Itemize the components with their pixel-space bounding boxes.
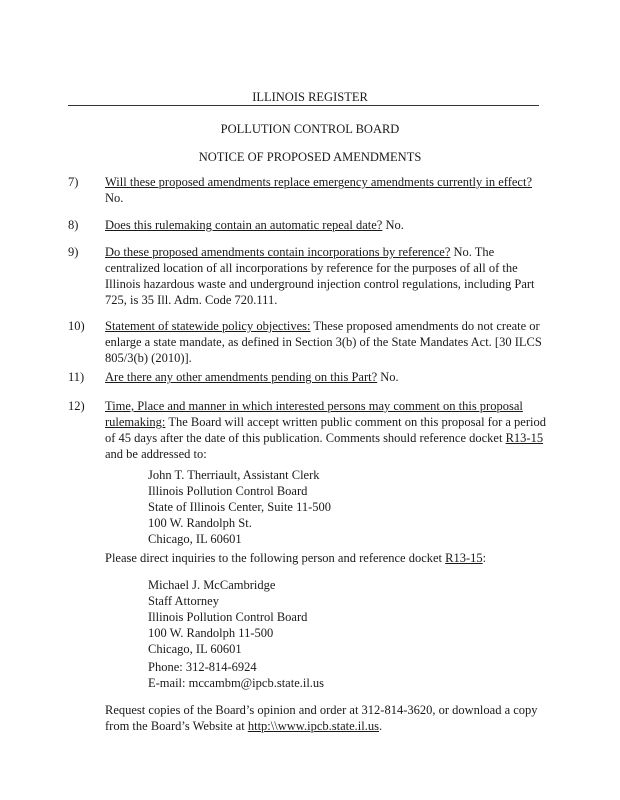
phone-line: Phone: 312-814-6924	[148, 660, 257, 674]
item-text-line: Illinois hazardous waste and underground injection control regulations, including Part	[105, 277, 535, 291]
attorney-phone-email	[148, 659, 528, 691]
inquiries-paragraph	[105, 550, 539, 566]
item-number: 12)	[68, 399, 85, 413]
item-answer: No.	[105, 191, 124, 205]
item-question: rulemaking:	[105, 415, 166, 429]
address-line: Chicago, IL 60601	[148, 532, 242, 546]
contact-line: 100 W. Randolph 11-500	[148, 626, 274, 640]
email-line: E-mail: mccambm@ipcb.state.il.us	[148, 676, 325, 690]
contact-line: Chicago, IL 60601	[148, 642, 242, 656]
docket-reference: R13-15	[445, 551, 483, 565]
item-number: 7)	[68, 175, 79, 189]
copies-line: from the Board’s Website at	[105, 719, 245, 733]
website-link[interactable]: http:\\www.ipcb.state.il.us	[247, 719, 379, 733]
copies-suffix: .	[378, 719, 383, 733]
item-number: 11)	[68, 370, 85, 384]
item-text-line: of 45 days after the date of this publication. Comments should reference docket	[105, 431, 503, 445]
item-answer: No.	[385, 218, 404, 232]
address-line: 100 W. Randolph St.	[148, 516, 252, 530]
item-answer: The Board will accept written public comment on this proposal for a period	[168, 415, 546, 429]
item-number: 8)	[68, 218, 79, 232]
item-text-line: 805/3(b) (2010)].	[105, 351, 192, 365]
inquiries-suffix: :	[482, 551, 487, 565]
contact-line: Staff Attorney	[148, 594, 219, 608]
address-line: Illinois Pollution Control Board	[148, 484, 308, 498]
item-answer: No.	[380, 370, 399, 384]
board-name: POLLUTION CONTROL BOARD	[220, 122, 400, 136]
register-title: ILLINOIS REGISTER	[252, 90, 368, 104]
item-question: Statement of statewide policy objectives:	[105, 319, 311, 333]
item-text-line: centralized location of all incorporations by reference for the purposes of all of the	[105, 261, 518, 275]
copies-paragraph	[105, 702, 539, 734]
docket-reference: R13-15	[505, 431, 544, 445]
attorney-contact	[148, 577, 528, 657]
contact-line: Michael J. McCambridge	[148, 578, 276, 592]
clerk-address	[148, 467, 528, 547]
item-text-line: enlarge a state mandate, as defined in Section 3(b) of the State Mandates Act. [30 ILCS	[105, 335, 542, 349]
item-question: Do these proposed amendments contain incorporations by reference?	[105, 245, 451, 259]
item-question: Time, Place and manner in which interested persons may comment on this proposal	[105, 399, 523, 413]
item-question: Does this rulemaking contain an automatic repeal date?	[105, 218, 383, 232]
item-question: Are there any other amendments pending on this Part?	[105, 370, 378, 384]
header-rule	[68, 105, 539, 106]
item-number: 10)	[68, 319, 85, 333]
inquiries-text: Please direct inquiries to the following person and reference docket	[105, 551, 443, 565]
address-line: State of Illinois Center, Suite 11-500	[148, 500, 332, 514]
notice-title: NOTICE OF PROPOSED AMENDMENTS	[198, 150, 422, 164]
item-question: Will these proposed amendments replace emergency amendments currently in effect?	[105, 175, 532, 189]
item-answer: No. The	[453, 245, 495, 259]
copies-line: Request copies of the Board’s opinion and order at 312-814-3620, or download a copy	[105, 703, 538, 717]
item-text-line: and be addressed to:	[105, 447, 207, 461]
item-text-line: 725, is 35 Ill. Adm. Code 720.111.	[105, 293, 278, 307]
item-number: 9)	[68, 245, 79, 259]
address-line: John T. Therriault, Assistant Clerk	[148, 468, 320, 482]
item-answer: These proposed amendments do not create or	[313, 319, 540, 333]
contact-line: Illinois Pollution Control Board	[148, 610, 308, 624]
